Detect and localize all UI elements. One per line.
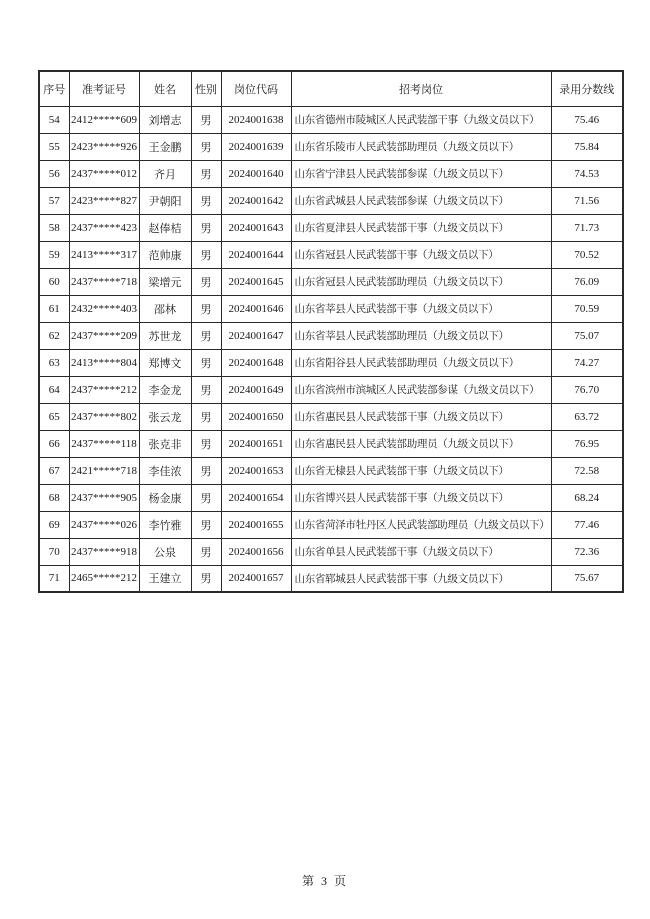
cell-ticket: 2465*****212 [69,565,139,592]
cell-seq: 71 [39,565,69,592]
table-row [39,349,623,376]
cell-seq: 69 [39,511,69,538]
cell-position: 山东省莘县人民武装部干事（九级文员以下） [291,295,551,322]
header-cell-score: 录用分数线 [551,71,623,106]
cell-score: 71.73 [551,214,623,241]
cell-name: 齐月 [139,160,191,187]
header-cell-position: 招考岗位 [291,71,551,106]
cell-gender: 男 [191,403,221,430]
cell-position: 山东省无棣县人民武装部干事（九级文员以下） [291,457,551,484]
cell-name: 郑博文 [139,349,191,376]
cell-position: 山东省宁津县人民武装部参谋（九级文员以下） [291,160,551,187]
cell-name: 李竹雅 [139,511,191,538]
cell-score: 72.36 [551,538,623,565]
cell-gender: 男 [191,376,221,403]
cell-code: 2024001648 [221,349,291,376]
cell-seq: 65 [39,403,69,430]
cell-gender: 男 [191,160,221,187]
cell-gender: 男 [191,268,221,295]
table-row [39,565,623,592]
cell-code: 2024001653 [221,457,291,484]
cell-score: 75.67 [551,565,623,592]
cell-seq: 62 [39,322,69,349]
cell-position: 山东省博兴县人民武装部干事（九级文员以下） [291,484,551,511]
cell-name: 李金龙 [139,376,191,403]
cell-score: 75.84 [551,133,623,160]
cell-gender: 男 [191,457,221,484]
cell-position: 山东省冠县人民武装部干事（九级文员以下） [291,241,551,268]
cell-code: 2024001654 [221,484,291,511]
table-row [39,268,623,295]
cell-code: 2024001656 [221,538,291,565]
cell-score: 71.56 [551,187,623,214]
table-row [39,106,623,133]
cell-name: 梁增元 [139,268,191,295]
cell-position: 山东省滨州市滨城区人民武装部参谋（九级文员以下） [291,376,551,403]
cell-score: 75.07 [551,322,623,349]
table-row [39,322,623,349]
cell-score: 76.95 [551,430,623,457]
score-table [38,70,624,593]
table-row [39,187,623,214]
cell-position: 山东省莘县人民武装部助理员（九级文员以下） [291,322,551,349]
cell-name: 王金鹏 [139,133,191,160]
cell-seq: 64 [39,376,69,403]
cell-gender: 男 [191,106,221,133]
cell-ticket: 2423*****926 [69,133,139,160]
cell-code: 2024001649 [221,376,291,403]
cell-ticket: 2437*****209 [69,322,139,349]
cell-code: 2024001643 [221,214,291,241]
cell-gender: 男 [191,187,221,214]
cell-ticket: 2437*****118 [69,430,139,457]
cell-code: 2024001646 [221,295,291,322]
cell-code: 2024001638 [221,106,291,133]
cell-position: 山东省郓城县人民武装部干事（九级文员以下） [291,565,551,592]
cell-ticket: 2437*****918 [69,538,139,565]
cell-gender: 男 [191,214,221,241]
cell-gender: 男 [191,349,221,376]
cell-gender: 男 [191,538,221,565]
cell-seq: 58 [39,214,69,241]
cell-ticket: 2437*****718 [69,268,139,295]
cell-gender: 男 [191,565,221,592]
cell-code: 2024001651 [221,430,291,457]
header-cell-seq: 序号 [39,71,69,106]
cell-score: 70.52 [551,241,623,268]
cell-code: 2024001639 [221,133,291,160]
cell-seq: 67 [39,457,69,484]
header-cell-name: 姓名 [139,71,191,106]
cell-name: 杨金康 [139,484,191,511]
cell-gender: 男 [191,430,221,457]
cell-ticket: 2437*****212 [69,376,139,403]
table-row [39,295,623,322]
cell-score: 72.58 [551,457,623,484]
cell-score: 68.24 [551,484,623,511]
cell-gender: 男 [191,133,221,160]
cell-code: 2024001640 [221,160,291,187]
cell-name: 赵俸桔 [139,214,191,241]
table-header-row [39,71,623,106]
cell-score: 75.46 [551,106,623,133]
cell-code: 2024001655 [221,511,291,538]
table-row [39,538,623,565]
cell-ticket: 2437*****026 [69,511,139,538]
cell-code: 2024001647 [221,322,291,349]
table-row [39,160,623,187]
cell-position: 山东省乐陵市人民武装部助理员（九级文员以下） [291,133,551,160]
table-row [39,214,623,241]
table-body [39,106,623,592]
cell-seq: 59 [39,241,69,268]
cell-position: 山东省惠民县人民武装部干事（九级文员以下） [291,403,551,430]
cell-position: 山东省冠县人民武装部助理员（九级文员以下） [291,268,551,295]
cell-score: 77.46 [551,511,623,538]
cell-position: 山东省武城县人民武装部参谋（九级文员以下） [291,187,551,214]
cell-seq: 60 [39,268,69,295]
cell-name: 李佳浓 [139,457,191,484]
cell-gender: 男 [191,511,221,538]
cell-code: 2024001642 [221,187,291,214]
table-row [39,376,623,403]
cell-ticket: 2437*****423 [69,214,139,241]
cell-seq: 54 [39,106,69,133]
page-number: 第 3 页 [301,874,348,888]
cell-ticket: 2437*****905 [69,484,139,511]
cell-ticket: 2413*****804 [69,349,139,376]
cell-gender: 男 [191,322,221,349]
cell-seq: 63 [39,349,69,376]
cell-score: 76.70 [551,376,623,403]
cell-ticket: 2421*****718 [69,457,139,484]
cell-name: 邵林 [139,295,191,322]
cell-gender: 男 [191,484,221,511]
cell-name: 王建立 [139,565,191,592]
cell-seq: 70 [39,538,69,565]
table-row [39,241,623,268]
cell-code: 2024001645 [221,268,291,295]
table-row [39,430,623,457]
cell-seq: 68 [39,484,69,511]
cell-score: 76.09 [551,268,623,295]
table-row [39,133,623,160]
cell-gender: 男 [191,295,221,322]
header-cell-gender: 性别 [191,71,221,106]
cell-score: 74.27 [551,349,623,376]
cell-name: 公泉 [139,538,191,565]
cell-name: 张克非 [139,430,191,457]
cell-ticket: 2437*****012 [69,160,139,187]
cell-seq: 57 [39,187,69,214]
cell-seq: 55 [39,133,69,160]
cell-ticket: 2423*****827 [69,187,139,214]
cell-gender: 男 [191,241,221,268]
cell-position: 山东省夏津县人民武装部干事（九级文员以下） [291,214,551,241]
cell-name: 刘增志 [139,106,191,133]
cell-score: 63.72 [551,403,623,430]
cell-name: 苏世龙 [139,322,191,349]
cell-score: 74.53 [551,160,623,187]
table-row [39,511,623,538]
cell-ticket: 2413*****317 [69,241,139,268]
cell-code: 2024001650 [221,403,291,430]
table-row [39,403,623,430]
cell-name: 尹朝阳 [139,187,191,214]
table-row [39,484,623,511]
cell-score: 70.59 [551,295,623,322]
cell-code: 2024001657 [221,565,291,592]
cell-position: 山东省单县人民武装部干事（九级文员以下） [291,538,551,565]
cell-seq: 61 [39,295,69,322]
cell-position: 山东省惠民县人民武装部助理员（九级文员以下） [291,430,551,457]
header-cell-code: 岗位代码 [221,71,291,106]
cell-ticket: 2412*****609 [69,106,139,133]
cell-seq: 56 [39,160,69,187]
cell-name: 张云龙 [139,403,191,430]
cell-position: 山东省菏泽市牡丹区人民武装部助理员（九级文员以下） [291,511,551,538]
header-cell-ticket: 准考证号 [69,71,139,106]
cell-code: 2024001644 [221,241,291,268]
cell-name: 范帅康 [139,241,191,268]
cell-ticket: 2437*****802 [69,403,139,430]
table-row [39,457,623,484]
cell-position: 山东省德州市陵城区人民武装部干事（九级文员以下） [291,106,551,133]
cell-position: 山东省阳谷县人民武装部助理员（九级文员以下） [291,349,551,376]
cell-ticket: 2432*****403 [69,295,139,322]
cell-seq: 66 [39,430,69,457]
